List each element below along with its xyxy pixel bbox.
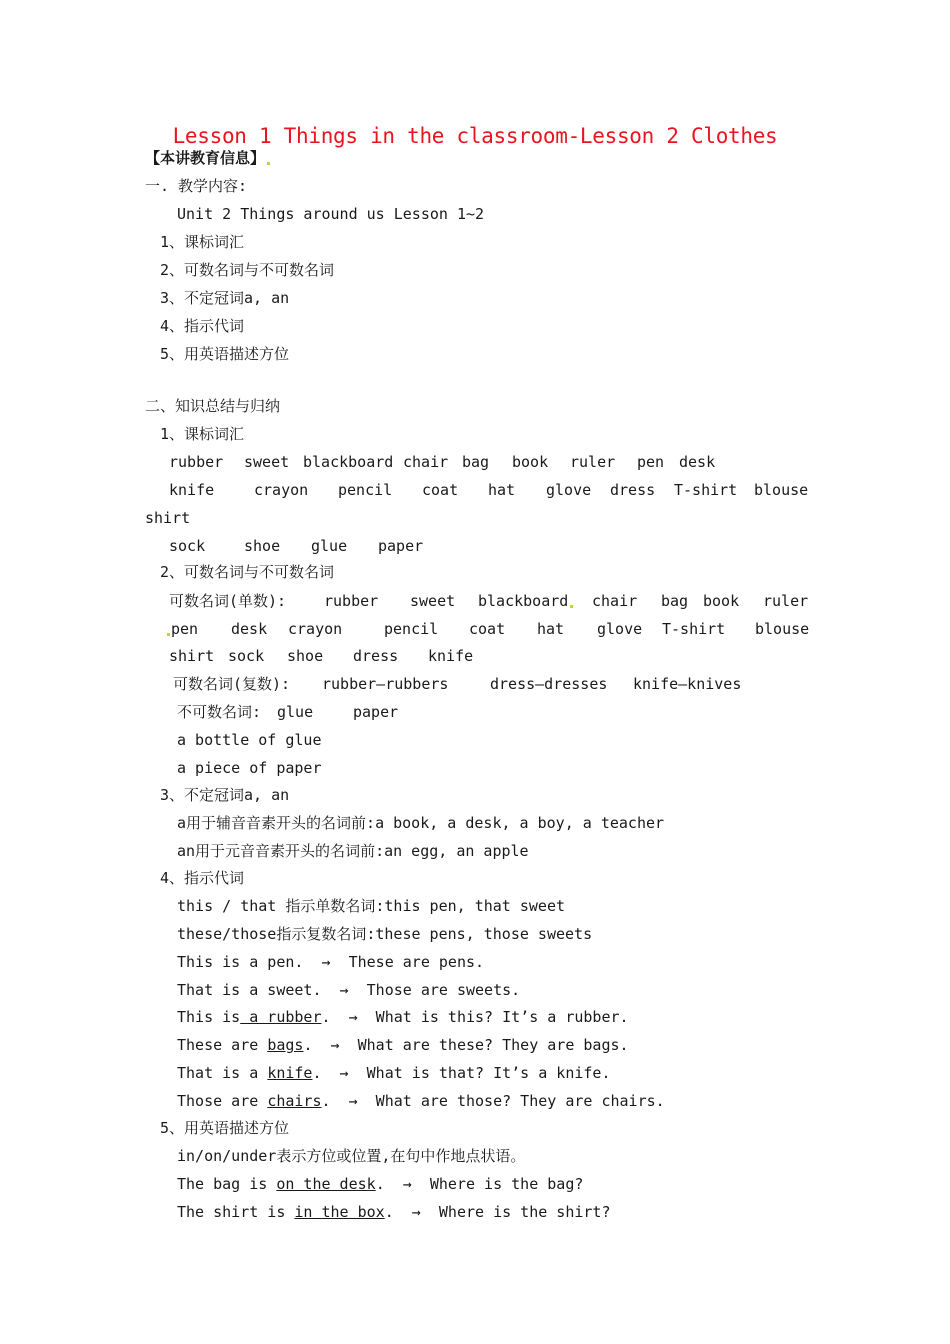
example-sentence [177, 1091, 665, 1111]
sentence-text: . → What is this? It’s a rubber. [321, 1008, 629, 1026]
vocab-word: glue [311, 537, 348, 555]
vocab-word: ruler [570, 453, 616, 471]
countable-plural-label: 可数名词(复数): [173, 675, 291, 693]
noun-word: shirt [169, 647, 215, 665]
plural-pair: knife—knives [633, 675, 742, 693]
vocab-word: bag [462, 453, 490, 471]
vocab-word: hat [488, 481, 516, 499]
section2-heading: 二、知识总结与归纳 [145, 397, 281, 415]
example-bottle: a bottle of glue [177, 731, 322, 749]
sentence-text: Those are [177, 1092, 268, 1110]
underlined-answer: chairs [267, 1092, 322, 1110]
article-an-rule: an用于元音音素开头的名词前:an egg, an apple [177, 842, 529, 860]
noun-word: blackboard [478, 592, 569, 610]
vocab-word: blouse [754, 481, 809, 499]
vocab-word: paper [378, 537, 424, 555]
sentence-text: . → What are these? They are bags. [303, 1036, 629, 1054]
example-piece: a piece of paper [177, 759, 322, 777]
noun-word: sweet [410, 592, 456, 610]
content-item-2: 2、可数名词与不可数名词 [160, 261, 335, 279]
noun-word: paper [353, 703, 399, 721]
noun-word: crayon [288, 620, 343, 638]
section1-heading: 一. 教学内容: [145, 177, 248, 195]
vocab-word: glove [546, 481, 592, 499]
example-sentence: This is a pen. → These are pens. [177, 953, 485, 971]
countable-heading: 2、可数名词与不可数名词 [160, 563, 335, 581]
noun-word-with-mark [478, 591, 573, 611]
demonstrative-plural-rule: these/those指示复数名词:these pens, those sweets [177, 925, 593, 943]
example-sentence [177, 1007, 629, 1027]
vocab-word: shirt [145, 509, 191, 527]
vocab-word: book [512, 453, 549, 471]
uncountable-label: 不可数名词: [177, 703, 262, 721]
vocab-word: rubber [169, 453, 224, 471]
demonstrative-heading: 4、指示代词 [160, 869, 245, 887]
content-item-4: 4、指示代词 [160, 317, 245, 335]
position-rule: in/on/under表示方位或位置,在句中作地点状语。 [177, 1147, 526, 1165]
sentence-text: That is a [177, 1064, 268, 1082]
underlined-answer: a rubber [240, 1008, 322, 1026]
sentence-text: The bag is [177, 1175, 277, 1193]
sentence-text: . → Where is the shirt? [384, 1203, 611, 1221]
article-heading: 3、不定冠词a, an [160, 786, 290, 804]
article-a-rule: a用于辅音音素开头的名词前:a book, a desk, a boy, a teacher [177, 814, 665, 832]
underlined-answer: bags [267, 1036, 304, 1054]
sentence-text: . → What is that? It’s a knife. [312, 1064, 611, 1082]
noun-word: desk [231, 620, 268, 638]
sentence-text: This is [177, 1008, 241, 1026]
edit-mark [267, 162, 270, 165]
example-sentence [177, 1035, 629, 1055]
noun-word: T-shirt [662, 620, 726, 638]
demonstrative-singular-rule: this / that 指示单数名词:this pen, that sweet [177, 897, 566, 915]
noun-word: knife [428, 647, 474, 665]
vocab-word: chair [403, 453, 449, 471]
vocab-word: dress [610, 481, 656, 499]
noun-word: blouse [755, 620, 810, 638]
vocab-word: blackboard [303, 453, 394, 471]
content-item-5: 5、用英语描述方位 [160, 345, 290, 363]
document-title: Lesson 1 Things in the classroom-Lesson 2 Clothes [172, 124, 778, 148]
vocab-word: sock [169, 537, 206, 555]
vocab-word: pen [637, 453, 665, 471]
vocab-word: knife [169, 481, 215, 499]
noun-word: hat [537, 620, 565, 638]
noun-word-with-mark [167, 619, 198, 639]
vocab-word: T-shirt [674, 481, 738, 499]
sentence-text: These are [177, 1036, 268, 1054]
noun-word: rubber [324, 592, 379, 610]
example-sentence [177, 1174, 583, 1194]
noun-word: coat [469, 620, 506, 638]
noun-word: ruler [763, 592, 809, 610]
noun-word: glove [597, 620, 643, 638]
unit-line: Unit 2 Things around us Lesson 1~2 [177, 205, 485, 223]
section-bracket-heading [145, 148, 270, 168]
vocab-word: crayon [254, 481, 309, 499]
noun-word: chair [592, 592, 638, 610]
noun-word: pencil [384, 620, 439, 638]
example-sentence: That is a sweet. → Those are sweets. [177, 981, 521, 999]
position-heading: 5、用英语描述方位 [160, 1119, 290, 1137]
plural-pair: rubber—rubbers [322, 675, 449, 693]
content-item-3: 3、不定冠词a, an [160, 289, 290, 307]
noun-word: dress [353, 647, 399, 665]
edit-mark [570, 605, 573, 608]
underlined-answer: knife [267, 1064, 313, 1082]
noun-word: book [703, 592, 740, 610]
example-sentence [177, 1063, 610, 1083]
vocab-word: coat [422, 481, 459, 499]
content-item-1: 1、课标词汇 [160, 233, 245, 251]
plural-pair: dress—dresses [490, 675, 608, 693]
noun-word: bag [661, 592, 689, 610]
noun-word: sock [228, 647, 265, 665]
example-sentence [177, 1202, 611, 1222]
countable-singular-label: 可数名词(单数): [169, 592, 287, 610]
sentence-text: The shirt is [177, 1203, 295, 1221]
edit-mark [167, 633, 170, 636]
underlined-answer: in the box [294, 1203, 385, 1221]
vocab-heading: 1、课标词汇 [160, 425, 245, 443]
vocab-word: desk [679, 453, 716, 471]
noun-word: shoe [287, 647, 324, 665]
sentence-text: . → Where is the bag? [375, 1175, 584, 1193]
vocab-word: pencil [338, 481, 393, 499]
noun-word: glue [277, 703, 314, 721]
bracket-heading-text: 【本讲教育信息】 [145, 149, 266, 167]
underlined-answer: on the desk [276, 1175, 376, 1193]
vocab-word: sweet [244, 453, 290, 471]
sentence-text: . → What are those? They are chairs. [321, 1092, 665, 1110]
vocab-word: shoe [244, 537, 281, 555]
noun-word: pen [171, 620, 199, 638]
